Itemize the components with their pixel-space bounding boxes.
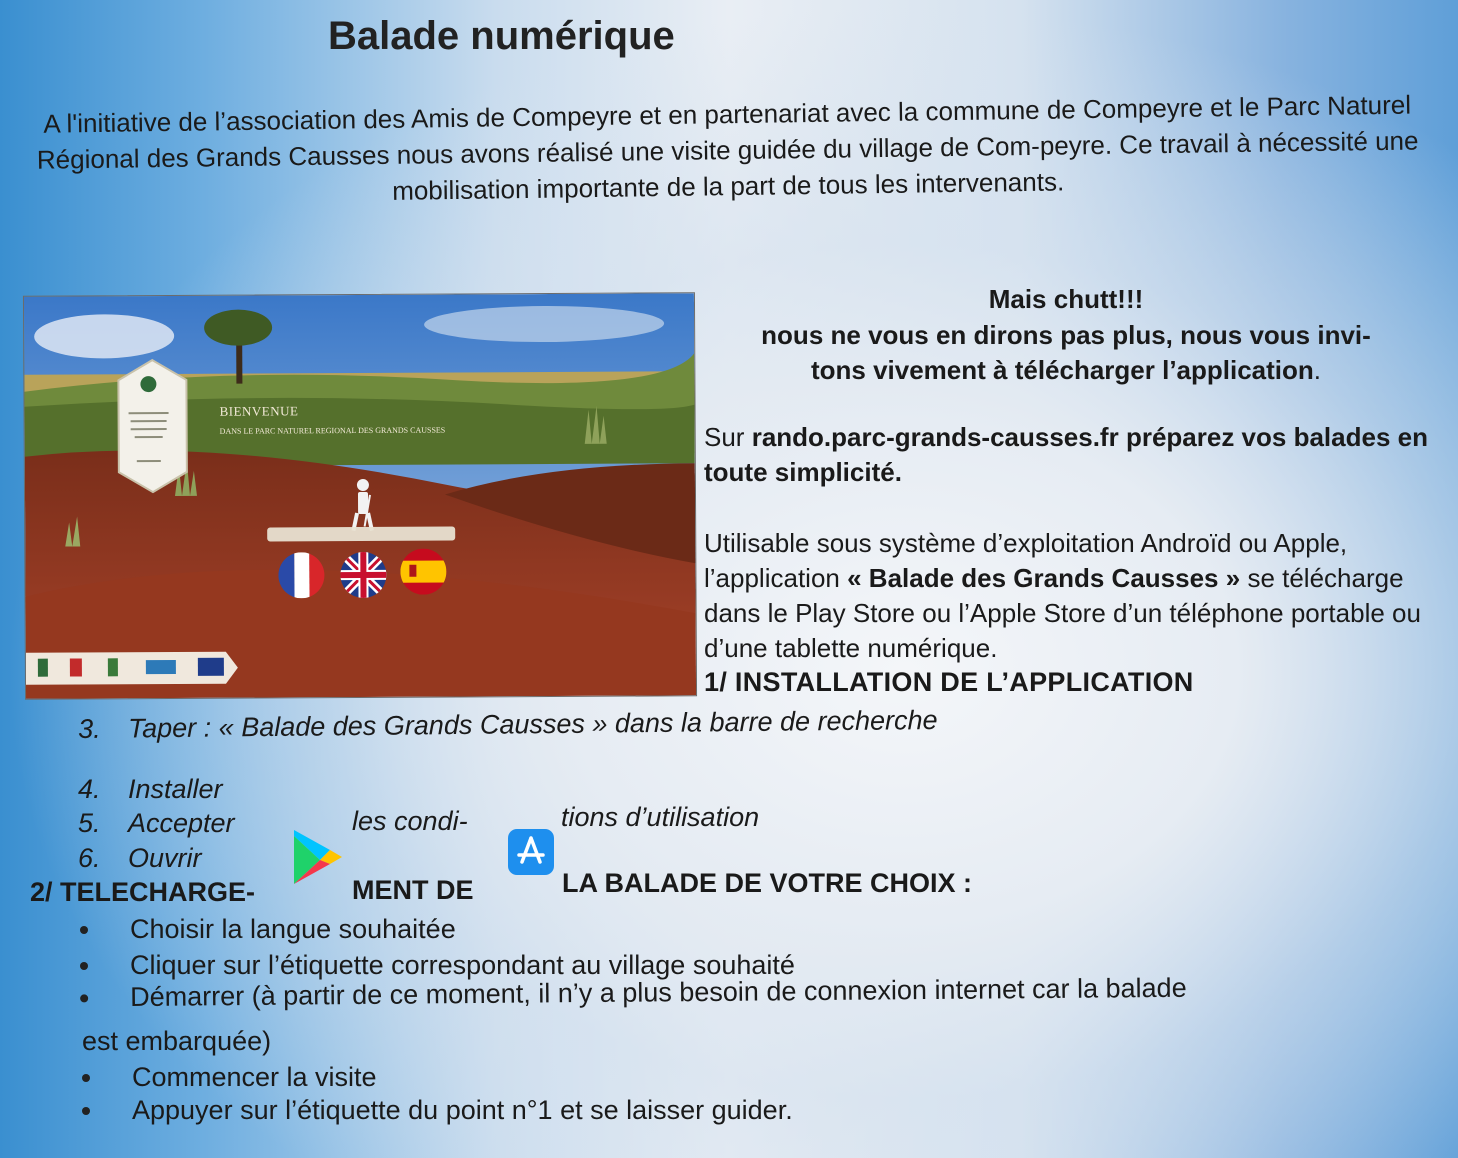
invitation-text [704, 318, 1428, 388]
step-5-text: Accepter [128, 808, 235, 838]
step-4-text: Installer [128, 774, 223, 804]
bullet-text: Commencer la visite [132, 1062, 377, 1092]
bullet-dot-icon [82, 1074, 90, 1082]
app-screenshot-art [24, 293, 696, 699]
bullet-text: Démarrer (à partir de ce moment, il n’y a plus besoin de connexion internet car la balade [130, 972, 1187, 1012]
bullet-item [130, 914, 456, 945]
bullet-dot-icon [82, 1107, 90, 1115]
app-screenshot [23, 292, 697, 700]
website-paragraph [704, 420, 1428, 490]
download-heading-part-1: 2/ TELECHARGE- [30, 877, 256, 907]
step-4-number: 4. [78, 774, 101, 804]
download-heading-part-2: MENT DE [352, 875, 474, 905]
bullet-text: Appuyer sur l’étiquette du point n°1 et se laisser guider. [132, 1095, 793, 1125]
usage-paragraph [704, 526, 1428, 666]
welcome-subtitle: DANS LE PARC NATUREL REGIONAL DES GRANDS CAUSSES [219, 425, 446, 436]
step-5-continuation-1: les condi- [352, 806, 468, 836]
invitation-line-2: tons vivement à télécharger l’application. [810, 355, 1322, 385]
step-6 [78, 843, 202, 874]
es-flag-icon[interactable] [400, 549, 446, 595]
sur-rest: préparez vos balades en toute simplicité. [704, 422, 1428, 487]
sur-prefix: Sur [704, 422, 745, 452]
step-3-text: Taper : « Balade des Grands Causses » dans la barre de recherche [127, 704, 938, 744]
google-play-icon[interactable] [290, 828, 346, 886]
bullet-continuation: est embarquée) [82, 1026, 272, 1056]
step-4 [78, 774, 223, 805]
invitation-line-1: nous ne vous en dirons pas plus, nous vous invi- [761, 320, 1371, 350]
mais-chutt: Mais chutt!!! [988, 284, 1144, 314]
bullet-text: Choisir la langue souhaitée [130, 914, 456, 944]
bullet-item [132, 1095, 793, 1126]
website-link[interactable]: rando.parc-grands-causses.fr [751, 422, 1119, 452]
app-store-icon[interactable] [508, 829, 554, 875]
uk-flag-icon[interactable] [340, 552, 386, 598]
welcome-title: BIENVENUE [219, 403, 299, 419]
step-3 [78, 705, 938, 745]
bullet-dot-icon [80, 994, 88, 1002]
invitation-line-2-text: tons vivement à télécharger l’application [810, 355, 1314, 385]
download-heading-part-3: LA BALADE DE VOTRE CHOIX : [562, 868, 973, 898]
usage-text-2: se télécharge dans le Play Store ou l’Apple Store d’un téléphone portable ou d’une tablette numérique. [704, 563, 1421, 663]
bullet-dot-icon [80, 926, 88, 934]
bullet-item [132, 1062, 377, 1093]
step-5-number: 5. [78, 808, 101, 838]
bullet-text: Cliquer sur l’étiquette correspondant au village souhaité [130, 950, 795, 980]
step-5-continuation-2: tions d’utilisation [561, 802, 760, 832]
step-5 [78, 808, 235, 839]
step-6-number: 6. [78, 843, 101, 873]
installation-heading: 1/ INSTALLATION DE L’APPLICATION [704, 667, 1194, 697]
intro-paragraph: A l'initiative de l’association des Amis de Compeyre et en partenariat avec la commune de Compeyre et le Parc Naturel Régional des Grands Causses nous avons réalisé une visite guidée du village de Com-peyre. Ce travail à nécessité une mobilisation importante de la part de tous les intervenants. [36, 89, 1419, 206]
bullet-dot-icon [80, 962, 88, 970]
step-3-number: 3. [78, 713, 101, 744]
app-name: « Balade des Grands Causses » [847, 563, 1241, 593]
page-title: Balade numérique [328, 14, 675, 58]
step-6-text: Ouvrir [128, 843, 202, 873]
usage-text-1: Utilisable sous système d’exploitation Androïd ou Apple, l’application [704, 528, 1348, 593]
